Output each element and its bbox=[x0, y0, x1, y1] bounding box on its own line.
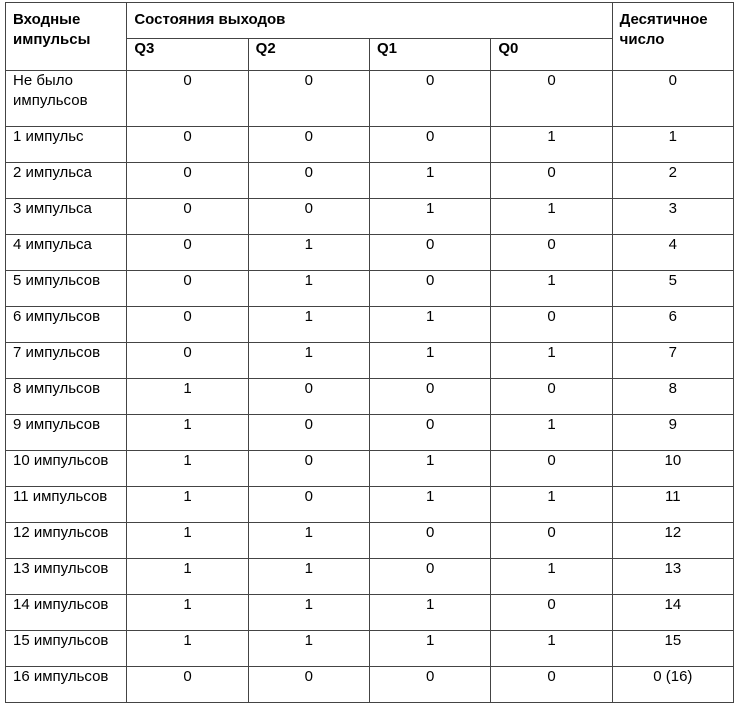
cell-input-pulses: 13 импульсов bbox=[6, 559, 127, 595]
cell-q0: 0 bbox=[491, 451, 612, 487]
table-header bbox=[6, 3, 734, 71]
cell-q3: 1 bbox=[127, 487, 248, 523]
cell-input-pulses: 4 импульса bbox=[6, 235, 127, 271]
cell-q2: 0 bbox=[248, 199, 369, 235]
cell-q0: 0 bbox=[491, 595, 612, 631]
cell-input-pulses: 10 импульсов bbox=[6, 451, 127, 487]
header-q1: Q1 bbox=[369, 39, 490, 71]
cell-q3: 0 bbox=[127, 307, 248, 343]
cell-q0: 0 bbox=[491, 71, 612, 127]
cell-q1: 1 bbox=[369, 631, 490, 667]
cell-decimal: 0 (16) bbox=[612, 667, 733, 703]
header-q3: Q3 bbox=[127, 39, 248, 71]
table-row bbox=[6, 631, 734, 667]
table-row bbox=[6, 559, 734, 595]
cell-q2: 1 bbox=[248, 235, 369, 271]
table-row bbox=[6, 451, 734, 487]
cell-q2: 1 bbox=[248, 559, 369, 595]
cell-input-pulses: 12 импульсов bbox=[6, 523, 127, 559]
table-row bbox=[6, 379, 734, 415]
cell-q2: 0 bbox=[248, 415, 369, 451]
cell-q1: 0 bbox=[369, 415, 490, 451]
table-row bbox=[6, 163, 734, 199]
cell-input-pulses: 9 импульсов bbox=[6, 415, 127, 451]
cell-decimal: 6 bbox=[612, 307, 733, 343]
table-row bbox=[6, 523, 734, 559]
cell-decimal: 4 bbox=[612, 235, 733, 271]
header-decimal-number: Десятичное число bbox=[612, 3, 733, 71]
cell-decimal: 12 bbox=[612, 523, 733, 559]
table-row bbox=[6, 487, 734, 523]
cell-q0: 1 bbox=[491, 199, 612, 235]
cell-decimal: 5 bbox=[612, 271, 733, 307]
cell-input-pulses: 8 импульсов bbox=[6, 379, 127, 415]
cell-q0: 0 bbox=[491, 163, 612, 199]
cell-input-pulses: 14 импульсов bbox=[6, 595, 127, 631]
cell-q1: 0 bbox=[369, 71, 490, 127]
cell-q0: 0 bbox=[491, 523, 612, 559]
counter-state-table bbox=[5, 2, 734, 703]
table-row bbox=[6, 595, 734, 631]
table-row bbox=[6, 415, 734, 451]
cell-input-pulses: Не было импульсов bbox=[6, 71, 127, 127]
header-q0: Q0 bbox=[491, 39, 612, 71]
table-row bbox=[6, 127, 734, 163]
cell-q1: 0 bbox=[369, 271, 490, 307]
cell-decimal: 2 bbox=[612, 163, 733, 199]
cell-q3: 0 bbox=[127, 343, 248, 379]
cell-q1: 1 bbox=[369, 307, 490, 343]
cell-q0: 1 bbox=[491, 487, 612, 523]
cell-q1: 0 bbox=[369, 523, 490, 559]
cell-q2: 0 bbox=[248, 451, 369, 487]
cell-q3: 0 bbox=[127, 235, 248, 271]
cell-q1: 1 bbox=[369, 451, 490, 487]
cell-q3: 0 bbox=[127, 667, 248, 703]
table-body bbox=[6, 71, 734, 703]
cell-input-pulses: 3 импульса bbox=[6, 199, 127, 235]
cell-q1: 0 bbox=[369, 235, 490, 271]
cell-q3: 1 bbox=[127, 415, 248, 451]
table-row bbox=[6, 199, 734, 235]
cell-q1: 1 bbox=[369, 163, 490, 199]
cell-decimal: 9 bbox=[612, 415, 733, 451]
cell-q1: 1 bbox=[369, 343, 490, 379]
cell-q3: 1 bbox=[127, 451, 248, 487]
cell-q0: 0 bbox=[491, 379, 612, 415]
cell-q2: 1 bbox=[248, 631, 369, 667]
cell-q3: 0 bbox=[127, 271, 248, 307]
cell-q0: 1 bbox=[491, 559, 612, 595]
cell-q0: 0 bbox=[491, 235, 612, 271]
cell-q1: 1 bbox=[369, 487, 490, 523]
cell-q2: 1 bbox=[248, 595, 369, 631]
header-q2: Q2 bbox=[248, 39, 369, 71]
cell-q3: 1 bbox=[127, 523, 248, 559]
cell-q2: 0 bbox=[248, 71, 369, 127]
cell-decimal: 15 bbox=[612, 631, 733, 667]
cell-q2: 0 bbox=[248, 667, 369, 703]
cell-decimal: 1 bbox=[612, 127, 733, 163]
cell-q2: 1 bbox=[248, 343, 369, 379]
cell-q0: 1 bbox=[491, 631, 612, 667]
cell-q2: 0 bbox=[248, 163, 369, 199]
table-row bbox=[6, 307, 734, 343]
cell-q2: 1 bbox=[248, 307, 369, 343]
cell-input-pulses: 1 импульс bbox=[6, 127, 127, 163]
cell-q1: 0 bbox=[369, 127, 490, 163]
cell-input-pulses: 15 импульсов bbox=[6, 631, 127, 667]
cell-q2: 0 bbox=[248, 127, 369, 163]
cell-input-pulses: 16 импульсов bbox=[6, 667, 127, 703]
cell-q0: 1 bbox=[491, 343, 612, 379]
cell-input-pulses: 2 импульса bbox=[6, 163, 127, 199]
cell-q3: 1 bbox=[127, 379, 248, 415]
cell-q3: 0 bbox=[127, 71, 248, 127]
cell-q2: 0 bbox=[248, 379, 369, 415]
cell-q1: 0 bbox=[369, 559, 490, 595]
cell-q0: 0 bbox=[491, 307, 612, 343]
cell-decimal: 10 bbox=[612, 451, 733, 487]
cell-q2: 0 bbox=[248, 487, 369, 523]
cell-decimal: 7 bbox=[612, 343, 733, 379]
cell-q1: 0 bbox=[369, 667, 490, 703]
table-row bbox=[6, 235, 734, 271]
cell-q3: 1 bbox=[127, 631, 248, 667]
cell-input-pulses: 5 импульсов bbox=[6, 271, 127, 307]
table-row bbox=[6, 667, 734, 703]
cell-q0: 1 bbox=[491, 271, 612, 307]
cell-decimal: 13 bbox=[612, 559, 733, 595]
header-output-states: Состояния выходов bbox=[127, 3, 612, 39]
cell-q0: 1 bbox=[491, 415, 612, 451]
cell-decimal: 14 bbox=[612, 595, 733, 631]
cell-q0: 1 bbox=[491, 127, 612, 163]
cell-decimal: 3 bbox=[612, 199, 733, 235]
cell-input-pulses: 11 импульсов bbox=[6, 487, 127, 523]
cell-q3: 0 bbox=[127, 163, 248, 199]
cell-decimal: 8 bbox=[612, 379, 733, 415]
cell-q3: 1 bbox=[127, 559, 248, 595]
cell-q2: 1 bbox=[248, 271, 369, 307]
table-row bbox=[6, 343, 734, 379]
table-row bbox=[6, 71, 734, 127]
cell-q1: 0 bbox=[369, 379, 490, 415]
cell-q3: 0 bbox=[127, 127, 248, 163]
header-row-top bbox=[6, 3, 734, 39]
table-row bbox=[6, 271, 734, 307]
cell-decimal: 11 bbox=[612, 487, 733, 523]
cell-q1: 1 bbox=[369, 595, 490, 631]
cell-q3: 1 bbox=[127, 595, 248, 631]
cell-q3: 0 bbox=[127, 199, 248, 235]
cell-decimal: 0 bbox=[612, 71, 733, 127]
cell-q0: 0 bbox=[491, 667, 612, 703]
cell-q2: 1 bbox=[248, 523, 369, 559]
cell-input-pulses: 7 импульсов bbox=[6, 343, 127, 379]
cell-input-pulses: 6 импульсов bbox=[6, 307, 127, 343]
cell-q1: 1 bbox=[369, 199, 490, 235]
header-input-pulses: Входные импульсы bbox=[6, 3, 127, 71]
